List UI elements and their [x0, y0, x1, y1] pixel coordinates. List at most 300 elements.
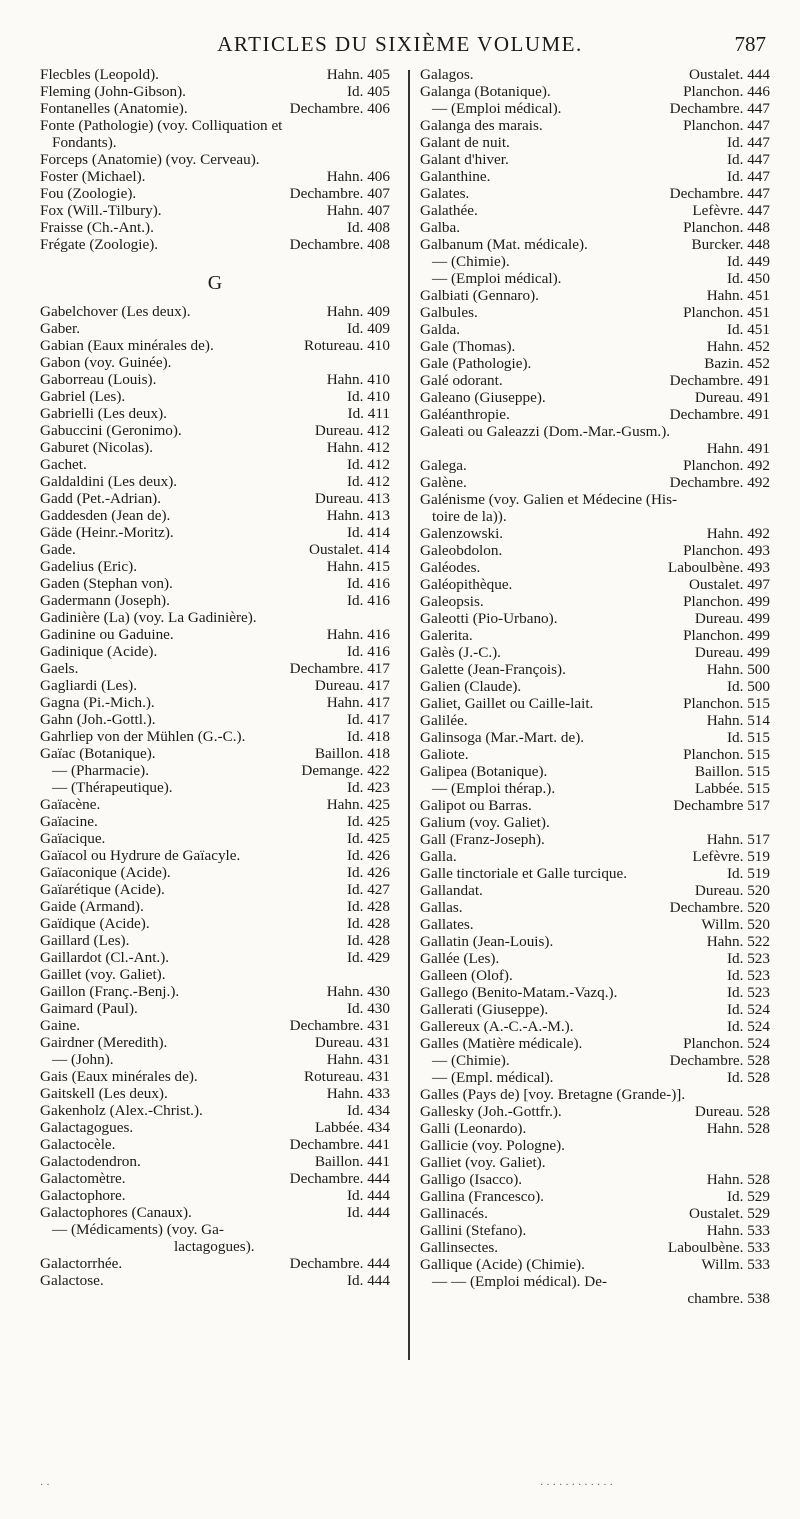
entry-title: Fondants). [52, 134, 117, 151]
entry-author-page: Id. 515 [726, 729, 770, 746]
index-entry [420, 695, 770, 712]
index-entry [420, 950, 770, 967]
index-entry [40, 915, 390, 932]
entry-title: Fox (Will.-Tilbury). [40, 202, 162, 219]
entry-title: Galeopsis. [420, 593, 484, 610]
entry-title: Fou (Zoologie). [40, 185, 137, 202]
entry-author-page: Id. 412 [346, 473, 390, 490]
index-entry [40, 337, 390, 354]
entry-author-page: Baillon. 515 [694, 763, 770, 780]
index-entry [40, 966, 390, 983]
entry-author-page: Hahn. 433 [326, 1085, 390, 1102]
index-entry [40, 66, 390, 83]
entry-author-page: Id. 523 [726, 950, 770, 967]
index-entry [420, 1120, 770, 1137]
index-entry [420, 899, 770, 916]
entry-author-page: Hahn. 452 [706, 338, 770, 355]
entry-author-page: Id. 529 [726, 1188, 770, 1205]
entry-title: Gachet. [40, 456, 87, 473]
index-entry [420, 780, 770, 797]
entry-author-page: Hahn. 410 [326, 371, 390, 388]
index-entry [40, 1017, 390, 1034]
index-entry [420, 457, 770, 474]
index-entry [420, 814, 770, 831]
entry-title: Gais (Eaux minérales de). [40, 1068, 198, 1085]
index-entry [40, 354, 390, 371]
entry-author-page: Id. 416 [346, 575, 390, 592]
entry-title: Fontanelles (Anatomie). [40, 100, 188, 117]
entry-title: Gale (Pathologie). [420, 355, 532, 372]
index-entry [40, 1136, 390, 1153]
index-entry [40, 371, 390, 388]
entry-title: Galanthine. [420, 168, 491, 185]
index-entry [420, 185, 770, 202]
index-entry [40, 677, 390, 694]
entry-author-page: Id. 447 [726, 134, 770, 151]
entry-title: Gaitskell (Les deux). [40, 1085, 168, 1102]
entry-author-page: Oustalet. 414 [309, 541, 390, 558]
index-entry [420, 559, 770, 576]
index-entry [420, 831, 770, 848]
index-entry [40, 507, 390, 524]
index-entry [420, 678, 770, 695]
entry-author-page: Id. 430 [346, 1000, 390, 1017]
entry-title: Galda. [420, 321, 461, 338]
entry-title: Galium (voy. Galiet). [420, 814, 550, 831]
entry-title: Gaddesden (Jean de). [40, 507, 171, 524]
entry-author-page: Dechambre. 407 [289, 185, 390, 202]
index-entry [40, 1204, 390, 1221]
entry-title: Gade. [40, 541, 76, 558]
entry-title: — (Chimie). [432, 1052, 510, 1069]
entry-author-page: Id. 411 [347, 405, 390, 422]
index-entry [420, 1154, 770, 1171]
entry-title: Gaïac (Botanique). [40, 745, 156, 762]
entry-title: Gadinière (La) (voy. La Gadinière). [40, 609, 257, 626]
entry-author-page: Dureau. 528 [694, 1103, 770, 1120]
entry-author-page: Planchon. 446 [683, 83, 770, 100]
index-entry [420, 882, 770, 899]
entry-author-page: Dechambre. 528 [669, 1052, 770, 1069]
entry-author-page: Id. 412 [346, 456, 390, 473]
entry-author-page: Hahn. 405 [326, 66, 390, 83]
index-entry [420, 304, 770, 321]
entry-author-page: Id. 414 [346, 524, 390, 541]
entry-title: Gadelius (Eric). [40, 558, 137, 575]
entry-title: — (Empl. médical). [432, 1069, 554, 1086]
entry-title: lactagogues). [174, 1238, 255, 1255]
entry-author-page: Rotureau. 410 [303, 337, 390, 354]
index-entry [420, 1086, 770, 1103]
index-entry [40, 1238, 390, 1255]
index-entry [40, 456, 390, 473]
entry-title: Galega. [420, 457, 467, 474]
entry-title: — (Pharmacie). [52, 762, 149, 779]
index-entry [420, 168, 770, 185]
index-entry [420, 372, 770, 389]
entry-author-page: Dechambre. 441 [289, 1136, 390, 1153]
index-entry [40, 236, 390, 253]
entry-title: Galilée. [420, 712, 468, 729]
entry-author-page: Hahn. 415 [326, 558, 390, 575]
entry-author-page: Id. 444 [346, 1187, 390, 1204]
entry-title: Galeati ou Galeazzi (Dom.-Mar.-Gusm.). [420, 423, 671, 440]
index-entry [420, 83, 770, 100]
entry-author-page: Burcker. 448 [691, 236, 770, 253]
entry-author-page: Id. 408 [346, 219, 390, 236]
entry-title: Galla. [420, 848, 457, 865]
index-entry [40, 1119, 390, 1136]
entry-author-page: Hahn. 451 [706, 287, 770, 304]
index-entry [420, 100, 770, 117]
entry-author-page: Id. 416 [346, 643, 390, 660]
index-entry [420, 491, 770, 508]
entry-title: Gaden (Stephan von). [40, 575, 173, 592]
index-entry [40, 864, 390, 881]
entry-author-page: Dechambre. 447 [669, 185, 770, 202]
entry-author-page: Dureau. 413 [314, 490, 390, 507]
entry-title: Gallatin (Jean-Louis). [420, 933, 554, 950]
entry-author-page: Laboulbène. 533 [667, 1239, 770, 1256]
index-entry [420, 1188, 770, 1205]
index-entry [40, 694, 390, 711]
entry-author-page: Dureau. 491 [694, 389, 770, 406]
index-entry [420, 1256, 770, 1273]
entry-author-page: Dechambre. 444 [289, 1255, 390, 1272]
entry-author-page: Id. 429 [346, 949, 390, 966]
entry-title: Galeano (Giuseppe). [420, 389, 546, 406]
entry-author-page: Hahn. 528 [706, 1171, 770, 1188]
index-entry [40, 609, 390, 626]
entry-author-page: Dechambre 517 [673, 797, 770, 814]
entry-title: Gakenholz (Alex.-Christ.). [40, 1102, 203, 1119]
entry-title: Gäde (Heinr.-Moritz). [40, 524, 174, 541]
entry-title: Galactophores (Canaux). [40, 1204, 192, 1221]
footer-dots-right: ············ [540, 1480, 616, 1491]
index-entry [420, 202, 770, 219]
entry-title: Gaide (Armand). [40, 898, 144, 915]
entry-title: Fonte (Pathologie) (voy. Colliquation et [40, 117, 283, 134]
index-entry [420, 117, 770, 134]
entry-title: Gaïacène. [40, 796, 101, 813]
entry-title: Galathée. [420, 202, 478, 219]
entry-title: Gaïaconique (Acide). [40, 864, 171, 881]
entry-title: Galba. [420, 219, 461, 236]
entry-title: Frégate (Zoologie). [40, 236, 159, 253]
entry-author-page: Planchon. 448 [683, 219, 770, 236]
index-entry [40, 592, 390, 609]
index-entry [420, 542, 770, 559]
index-entry [40, 575, 390, 592]
entry-title: Fraisse (Ch.-Ant.). [40, 219, 154, 236]
entry-author-page: Dureau. 412 [314, 422, 390, 439]
entry-title: Galactose. [40, 1272, 104, 1289]
index-entry [40, 83, 390, 100]
entry-title: Gaïacique. [40, 830, 106, 847]
entry-author-page: Hahn. 430 [326, 983, 390, 1000]
index-entry [420, 1001, 770, 1018]
entry-title: Foster (Michael). [40, 168, 146, 185]
entry-author-page: Id. 410 [346, 388, 390, 405]
entry-title: Galerita. [420, 627, 473, 644]
entry-author-page: Id. 428 [346, 898, 390, 915]
entry-title: Forceps (Anatomie) (voy. Cerveau). [40, 151, 260, 168]
entry-title: Gabian (Eaux minérales de). [40, 337, 214, 354]
index-entry [420, 338, 770, 355]
index-entry [40, 117, 390, 134]
index-entry [40, 983, 390, 1000]
entry-author-page: Planchon. 499 [683, 627, 770, 644]
index-entry [420, 508, 770, 525]
index-entry [40, 202, 390, 219]
entry-author-page: Dechambre. 408 [289, 236, 390, 253]
entry-author-page: Hahn. 409 [326, 303, 390, 320]
entry-author-page: Dechambre. 444 [289, 1170, 390, 1187]
index-entry [420, 916, 770, 933]
index-entry [40, 1068, 390, 1085]
entry-author-page: Baillon. 441 [314, 1153, 390, 1170]
index-entry [420, 253, 770, 270]
entry-title: toire de la)). [432, 508, 507, 525]
index-entry [40, 1272, 390, 1289]
entry-title: Gaimard (Paul). [40, 1000, 138, 1017]
index-entry [40, 388, 390, 405]
entry-title: Gale (Thomas). [420, 338, 516, 355]
index-entry [420, 933, 770, 950]
index-entry [420, 746, 770, 763]
entry-author-page: Id. 524 [726, 1018, 770, 1035]
index-entry [40, 1221, 390, 1238]
index-entry [40, 626, 390, 643]
entry-author-page: Id. 405 [346, 83, 390, 100]
entry-author-page: Id. 447 [726, 168, 770, 185]
index-entry [420, 66, 770, 83]
entry-title: Gabelchover (Les deux). [40, 303, 191, 320]
entry-author-page: Dureau. 520 [694, 882, 770, 899]
entry-author-page: Lefèvre. 447 [692, 202, 770, 219]
entry-author-page: Hahn. 492 [706, 525, 770, 542]
index-entry [420, 848, 770, 865]
index-entry [420, 1171, 770, 1188]
entry-author-page: Planchon. 515 [683, 746, 770, 763]
entry-title: Gabon (voy. Guinée). [40, 354, 172, 371]
entry-title: Gallinsectes. [420, 1239, 499, 1256]
index-entry [40, 168, 390, 185]
index-entry [420, 525, 770, 542]
entry-title: Gallates. [420, 916, 474, 933]
entry-author-page: Hahn. 416 [326, 626, 390, 643]
entry-title: Gagna (Pi.-Mich.). [40, 694, 155, 711]
entry-author-page: Oustalet. 529 [689, 1205, 770, 1222]
entry-author-page: Baillon. 418 [314, 745, 390, 762]
index-entry [40, 881, 390, 898]
entry-author-page: Bazin. 452 [704, 355, 770, 372]
index-entry [40, 490, 390, 507]
entry-title: Gaborreau (Louis). [40, 371, 157, 388]
entry-author-page: Id. 451 [726, 321, 770, 338]
entry-author-page: Dechambre. 520 [669, 899, 770, 916]
index-entry [420, 440, 770, 457]
entry-title: Gaillon (Franç.-Benj.). [40, 983, 180, 1000]
entry-author-page: Hahn. 500 [706, 661, 770, 678]
entry-author-page: Oustalet. 497 [689, 576, 770, 593]
entry-author-page: Hahn. 406 [326, 168, 390, 185]
entry-title: Gallereux (A.-C.-A.-M.). [420, 1018, 574, 1035]
entry-title: — (Chimie). [432, 253, 510, 270]
entry-title: Galactocèle. [40, 1136, 116, 1153]
entry-title: Gabuccini (Geronimo). [40, 422, 182, 439]
entry-title: Gabrielli (Les deux). [40, 405, 167, 422]
index-entry [40, 779, 390, 796]
index-entry [420, 1137, 770, 1154]
entry-title: Gaillardot (Cl.-Ant.). [40, 949, 170, 966]
entry-author-page: Dureau. 499 [694, 644, 770, 661]
entry-author-page: Id. 418 [346, 728, 390, 745]
index-entry [40, 762, 390, 779]
entry-author-page: Hahn. 417 [326, 694, 390, 711]
page-title: ARTICLES DU SIXIÈME VOLUME. [217, 32, 583, 56]
entry-title: — — (Emploi médical). De- [432, 1273, 608, 1290]
entry-title: Gallini (Stefano). [420, 1222, 527, 1239]
entry-title: Gallinacés. [420, 1205, 488, 1222]
entry-title: Galès (J.-C.). [420, 644, 501, 661]
section-letter: G [207, 272, 223, 294]
entry-title: Galactodendron. [40, 1153, 141, 1170]
entry-author-page: Planchon. 492 [683, 457, 770, 474]
entry-author-page: Hahn. 413 [326, 507, 390, 524]
entry-title: Gadermann (Joseph). [40, 592, 170, 609]
index-entry [420, 610, 770, 627]
entry-title: Galien (Claude). [420, 678, 522, 695]
index-entry [420, 406, 770, 423]
entry-author-page: Id. 416 [346, 592, 390, 609]
index-entry [420, 865, 770, 882]
index-entry [40, 1000, 390, 1017]
entry-title: Galanga (Botanique). [420, 83, 551, 100]
entry-title: Gabriel (Les). [40, 388, 126, 405]
index-entry [40, 439, 390, 456]
entry-title: Galle tinctoriale et Galle turcique. [420, 865, 628, 882]
entry-title: Galinsoga (Mar.-Mart. de). [420, 729, 585, 746]
entry-title: Galles (Matière médicale). [420, 1035, 583, 1052]
entry-title: — (Emploi médical). [432, 100, 562, 117]
entry-author-page: Labbée. 515 [694, 780, 770, 797]
entry-title: Galliet (voy. Galiet). [420, 1154, 546, 1171]
entry-author-page: Dechambre. 447 [669, 100, 770, 117]
index-entry [420, 1069, 770, 1086]
index-entry [40, 1051, 390, 1068]
index-entry [40, 151, 390, 168]
footer-dots-left: ·· [40, 1480, 53, 1491]
index-entry [40, 643, 390, 660]
index-entry [420, 763, 770, 780]
index-entry [40, 558, 390, 575]
index-entry [420, 967, 770, 984]
entry-title: Galant de nuit. [420, 134, 510, 151]
entry-title: Galé odorant. [420, 372, 503, 389]
entry-title: Galénisme (voy. Galien et Médecine (His- [420, 491, 678, 508]
index-entry [40, 1255, 390, 1272]
entry-title: Gairdner (Meredith). [40, 1034, 168, 1051]
index-entry [40, 185, 390, 202]
entry-author-page: Hahn. 491 [706, 440, 770, 457]
entry-title: — (Emploi médical). [432, 270, 562, 287]
entry-author-page: Id. 427 [346, 881, 390, 898]
entry-title: Galates. [420, 185, 470, 202]
index-entry [40, 405, 390, 422]
index-entry [40, 524, 390, 541]
entry-title: Galdaldini (Les deux). [40, 473, 178, 490]
entry-author-page: Hahn. 425 [326, 796, 390, 813]
entry-author-page: chambre. 538 [687, 1290, 770, 1307]
entry-title: — (Emploi thérap.). [432, 780, 556, 797]
entry-author-page: Labbée. 434 [314, 1119, 390, 1136]
index-entry [40, 134, 390, 151]
entry-title: Galbanum (Mat. médicale). [420, 236, 588, 253]
entry-title: Gallerati (Giuseppe). [420, 1001, 549, 1018]
entry-title: Gallas. [420, 899, 463, 916]
entry-title: Gaels. [40, 660, 79, 677]
index-entry [420, 576, 770, 593]
index-entry [420, 593, 770, 610]
entry-title: Gallina (Francesco). [420, 1188, 544, 1205]
entry-title: Galligo (Isacco). [420, 1171, 523, 1188]
entry-title: Galbiati (Gennaro). [420, 287, 539, 304]
index-entry [420, 984, 770, 1001]
index-entry [40, 847, 390, 864]
entry-title: Galiet, Gaillet ou Caille-lait. [420, 695, 594, 712]
entry-title: Galactomètre. [40, 1170, 126, 1187]
index-entry [420, 1018, 770, 1035]
index-entry [40, 728, 390, 745]
entry-author-page: Hahn. 514 [706, 712, 770, 729]
entry-title: Gaine. [40, 1017, 81, 1034]
index-entry [420, 219, 770, 236]
entry-title: Gallicie (voy. Pologne). [420, 1137, 565, 1154]
entry-title: — (Médicaments) (voy. Ga- [52, 1221, 224, 1238]
entry-author-page: Hahn. 407 [326, 202, 390, 219]
entry-author-page: Hahn. 533 [706, 1222, 770, 1239]
entry-author-page: Id. 434 [346, 1102, 390, 1119]
index-entry [40, 1102, 390, 1119]
entry-author-page: Dureau. 417 [314, 677, 390, 694]
index-entry [40, 949, 390, 966]
entry-author-page: Id. 425 [346, 830, 390, 847]
index-entry [420, 270, 770, 287]
entry-author-page: Willm. 533 [701, 1256, 770, 1273]
index-entry [40, 422, 390, 439]
index-entry [420, 1103, 770, 1120]
entry-title: Galli (Leonardo). [420, 1120, 527, 1137]
right-column [420, 66, 770, 1307]
entry-author-page: Hahn. 412 [326, 439, 390, 456]
entry-title: Gallée (Les). [420, 950, 500, 967]
entry-author-page: Lefèvre. 519 [692, 848, 770, 865]
entry-title: Galactagogues. [40, 1119, 134, 1136]
entry-title: Galactorrhée. [40, 1255, 123, 1272]
entry-title: Gallique (Acide) (Chimie). [420, 1256, 585, 1273]
index-entry [40, 541, 390, 558]
entry-author-page: Id. 524 [726, 1001, 770, 1018]
entry-author-page: Id. 423 [346, 779, 390, 796]
entry-title: Gadd (Pet.-Adrian). [40, 490, 162, 507]
entry-author-page: Dechambre. 431 [289, 1017, 390, 1034]
entry-author-page: Id. 426 [346, 847, 390, 864]
entry-title: Galéodes. [420, 559, 481, 576]
entry-title: — (John). [52, 1051, 114, 1068]
entry-author-page: Id. 523 [726, 967, 770, 984]
entry-author-page: Hahn. 431 [326, 1051, 390, 1068]
